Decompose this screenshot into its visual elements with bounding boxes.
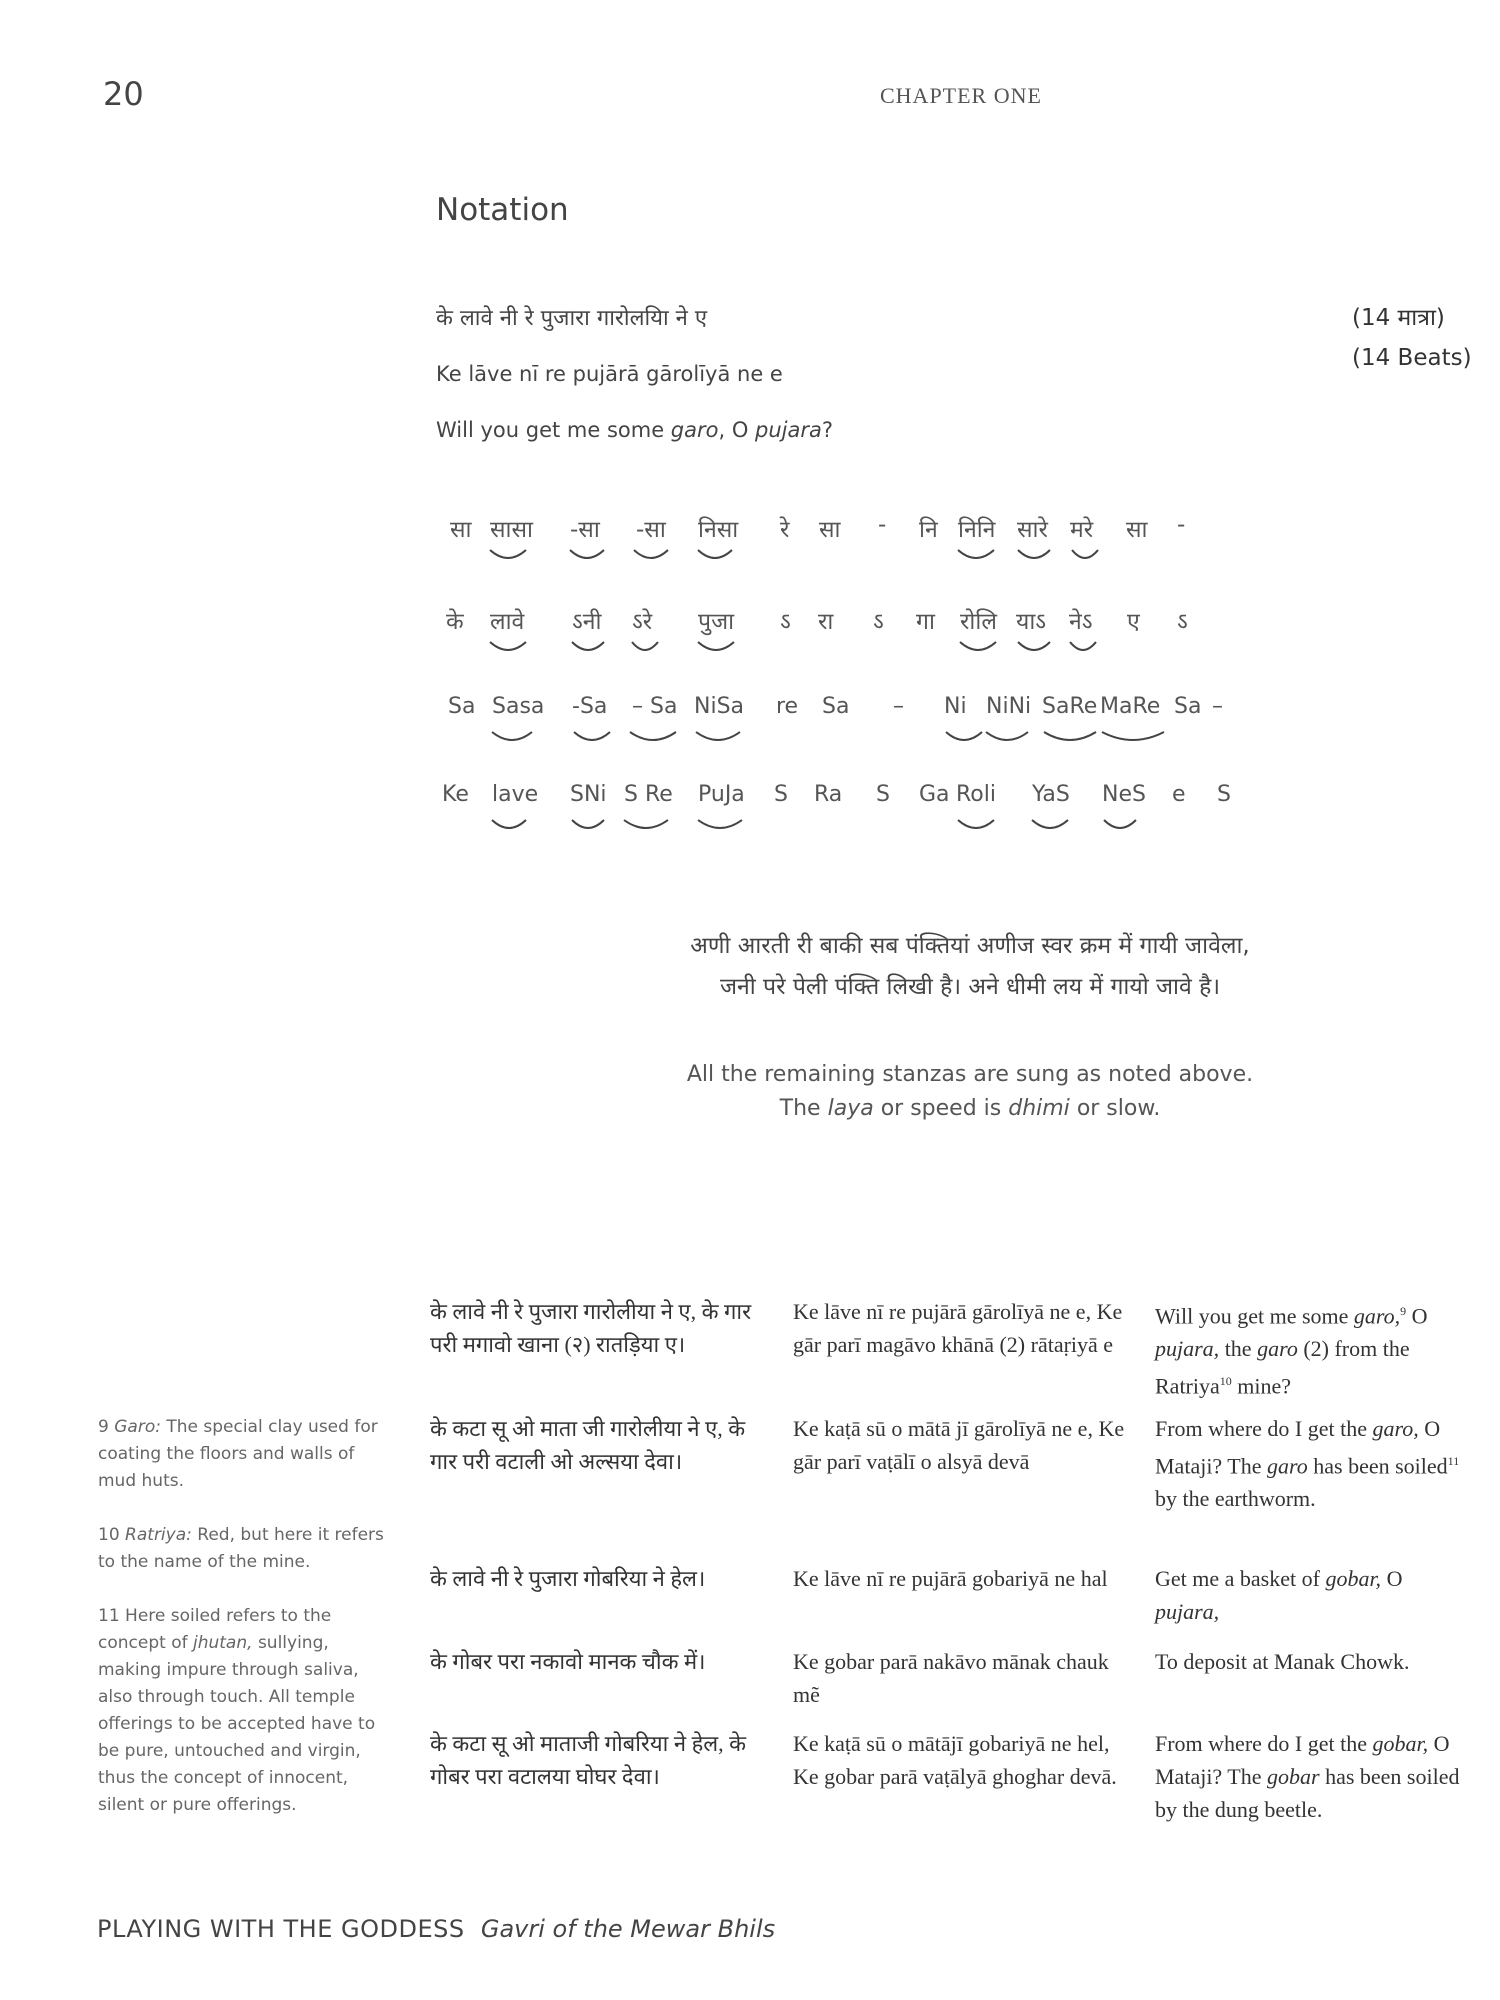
- notation-token: रे: [780, 517, 790, 543]
- line-translation: Will you get me some garo, O pujara?: [436, 418, 834, 442]
- notation-token: के: [446, 609, 464, 635]
- notation-token: सासा: [490, 517, 534, 543]
- slur-mark: [1100, 730, 1166, 744]
- notation-token: PuJa: [698, 782, 745, 807]
- stanza-3-devanagari: के लावे नी रे पुजारा गोबरिया ने हेल।: [430, 1566, 706, 1591]
- beats-devanagari: (14 मात्रा): [1352, 305, 1445, 331]
- stanza-4-translation: To deposit at Manak Chowk.: [1155, 1649, 1410, 1674]
- notation-token: लावे: [490, 609, 525, 635]
- line-transliteration: Ke lāve nī re pujārā gārolīyā ne e: [436, 362, 783, 386]
- slur-mark: [630, 640, 660, 654]
- footnote-10: 10 Ratriya: Red, but here it refers to the name of the mine.: [98, 1525, 384, 1572]
- slur-mark: [956, 818, 996, 832]
- notation-token: -सा: [636, 517, 666, 543]
- slur-mark: [570, 818, 606, 832]
- notation-token: YaS: [1032, 782, 1070, 807]
- notation-token: Sa: [822, 694, 850, 719]
- notation-row-2: [436, 604, 1336, 684]
- slur-mark: [490, 730, 534, 744]
- line-devanagari: के लावे नी रे पुजारा गारोलयिा ने ए: [436, 306, 708, 331]
- notation-token: निसा: [698, 517, 739, 543]
- notation-token: ऽ: [780, 609, 791, 635]
- slur-mark: [1016, 640, 1052, 654]
- slur-mark: [488, 548, 528, 562]
- notation-token: e: [1172, 782, 1186, 807]
- notation-token: SaRe: [1042, 694, 1098, 719]
- notation-token: -Sa: [572, 694, 608, 719]
- notation-token: Ra: [814, 782, 843, 807]
- footnote-11: 11 Here soiled refers to the concept of jhutan, sullying, making impure through saliva, also through touch. All temple offerings to be accepted have to be pure, untouched and virgin, thus the concept of innocent, silent or pure offerings.: [98, 1606, 376, 1815]
- remaining-note-devanagari: अणी आरती री बाकी सब पंक्तियां अणीज स्वर क्रम में गायी जावेला, जनी परे पेली पंक्ति लिखी है। अने धीमी लय में गायो जावे है।: [690, 933, 1250, 1000]
- notation-token: ऽ: [873, 609, 884, 635]
- stanza-4-devanagari: के गोबर परा नकावो मानक चौक में।: [430, 1649, 706, 1674]
- notation-token: पुजा: [698, 609, 735, 635]
- stanza-2-devanagari: के कटा सू ओ माता जी गारोलीया ने ए, के गार परी वटाली ओ अल्सया देवा।: [430, 1416, 746, 1474]
- beats-english: (14 Beats): [1352, 345, 1472, 371]
- notation-token: Sa: [1174, 694, 1202, 719]
- slur-mark: [1042, 730, 1098, 744]
- slur-mark: [956, 548, 996, 562]
- footnote-9: 9 Garo: The special clay used for coating the floors and walls of mud huts.: [98, 1417, 378, 1491]
- slur-mark: [622, 818, 670, 832]
- notation-token: S: [876, 782, 890, 807]
- notation-token: lave: [492, 782, 539, 807]
- running-footer: PLAYING WITH THE GODDESS Gavri of the Mewar Bhils: [97, 1915, 776, 1943]
- stanza-4-transliteration: Ke gobar parā nakāvo mānak chauk mẽ: [793, 1649, 1109, 1707]
- chapter-title: CHAPTER ONE: [880, 83, 1042, 108]
- notation-token: Ni: [944, 694, 967, 719]
- notation-token: नेऽ: [1069, 609, 1093, 635]
- slur-mark: [1016, 548, 1052, 562]
- notation-token: NiSa: [694, 694, 745, 719]
- notation-token: -: [1177, 512, 1186, 538]
- slur-mark: [984, 730, 1030, 744]
- notation-token: re: [776, 694, 799, 719]
- notation-token: निनि: [958, 517, 996, 543]
- slur-mark: [696, 640, 736, 654]
- slur-mark: [1102, 818, 1138, 832]
- slur-mark: [1070, 548, 1100, 562]
- slur-mark: [568, 548, 606, 562]
- notation-token: –: [893, 694, 904, 719]
- notation-token: S: [774, 782, 788, 807]
- stanza-3-transliteration: Ke lāve nī re pujārā gobariyā ne hal: [793, 1566, 1108, 1591]
- stanza-5-translation: From where do I get the gobar, O Mataji? The gobar has been soiled by the dung beetle.: [1155, 1731, 1460, 1822]
- notation-token: S Re: [624, 782, 673, 807]
- slur-mark: [696, 548, 734, 562]
- notation-token: सा: [450, 517, 472, 543]
- slur-mark: [628, 730, 678, 744]
- notation-token: रा: [818, 609, 834, 635]
- notation-token: मरे: [1070, 517, 1094, 543]
- slur-mark: [490, 818, 528, 832]
- notation-token: गा: [916, 609, 935, 635]
- stanza-5-devanagari: के कटा सू ओ माताजी गोबरिया ने हेल, के गोबर परा वटालया घोघर देवा।: [430, 1731, 747, 1789]
- slur-mark: [944, 730, 984, 744]
- slur-mark: [1030, 818, 1070, 832]
- notation-token: Ga: [919, 782, 950, 807]
- notation-token: S: [1217, 782, 1231, 807]
- notation-token: Ke: [442, 782, 469, 807]
- notation-token: सा: [1126, 517, 1148, 543]
- notation-row-1: [436, 512, 1336, 592]
- slur-mark: [694, 730, 742, 744]
- notation-token: रोलि: [960, 609, 997, 635]
- stanza-1-translation: Will you get me some garo,$^9$ O pujara, the garo (2) from the Ratriya$^{10}$ mine?: [1155, 1303, 1428, 1399]
- slur-mark: [696, 818, 744, 832]
- notation-token: NiNi: [986, 694, 1032, 719]
- page-number: 20: [103, 75, 144, 113]
- notation-token: – Sa: [632, 694, 678, 719]
- notation-token: ऽनी: [572, 609, 602, 635]
- stanza-5-transliteration: Ke kaṭā sū o mātājī gobariyā ne hel, Ke gobar parā vaṭālyā ghoghar devā.: [793, 1731, 1117, 1789]
- notation-token: -: [878, 512, 887, 538]
- notation-token: ऽरे: [632, 609, 653, 635]
- notation-token: SNi: [570, 782, 607, 807]
- slur-mark: [572, 730, 612, 744]
- notation-token: नि: [919, 517, 938, 543]
- notation-token: सा: [819, 517, 841, 543]
- remaining-note-english: All the remaining stanzas are sung as noted above. The laya or speed is dhimi or slow.: [686, 1062, 1254, 1121]
- stanza-1-transliteration: Ke lāve nī re pujārā gārolīyā ne e, Ke gār parī magāvo khānā (2) rātaṛiyā e: [793, 1299, 1123, 1357]
- notation-token: –: [1212, 694, 1223, 719]
- notation-token: Sasa: [492, 694, 545, 719]
- section-heading: Notation: [436, 192, 569, 228]
- slur-mark: [488, 640, 528, 654]
- notation-token: याऽ: [1016, 609, 1047, 635]
- slur-mark: [570, 640, 606, 654]
- notation-token: Roli: [956, 782, 996, 807]
- slur-mark: [1068, 640, 1098, 654]
- stanza-3-translation: Get me a basket of gobar, O pujara,: [1155, 1566, 1403, 1624]
- slur-mark: [958, 640, 998, 654]
- stanza-2-transliteration: Ke kaṭā sū o mātā jī gārolīyā ne e, Ke gār parī vaṭālī o alsyā devā: [793, 1416, 1125, 1474]
- notation-token: MaRe: [1100, 694, 1161, 719]
- notation-token: Sa: [448, 694, 476, 719]
- stanza-1-devanagari: के लावे नी रे पुजारा गारोलीया ने ए, के गार परी मगावो खाना (२) रातड़िया ए।: [430, 1299, 752, 1357]
- notation-token: सारे: [1017, 517, 1048, 543]
- notation-token: NeS: [1102, 782, 1146, 807]
- notation-token: ऽ: [1177, 609, 1188, 635]
- notation-row-4: [436, 782, 1336, 862]
- notation-token: -सा: [570, 517, 600, 543]
- notation-row-3: [436, 694, 1336, 774]
- slur-mark: [632, 548, 670, 562]
- stanza-2-translation: From where do I get the garo, O Mataji? The garo has been soiled$^{11}$ by the earthworm.: [1155, 1416, 1460, 1512]
- notation-token: ए: [1127, 609, 1140, 635]
